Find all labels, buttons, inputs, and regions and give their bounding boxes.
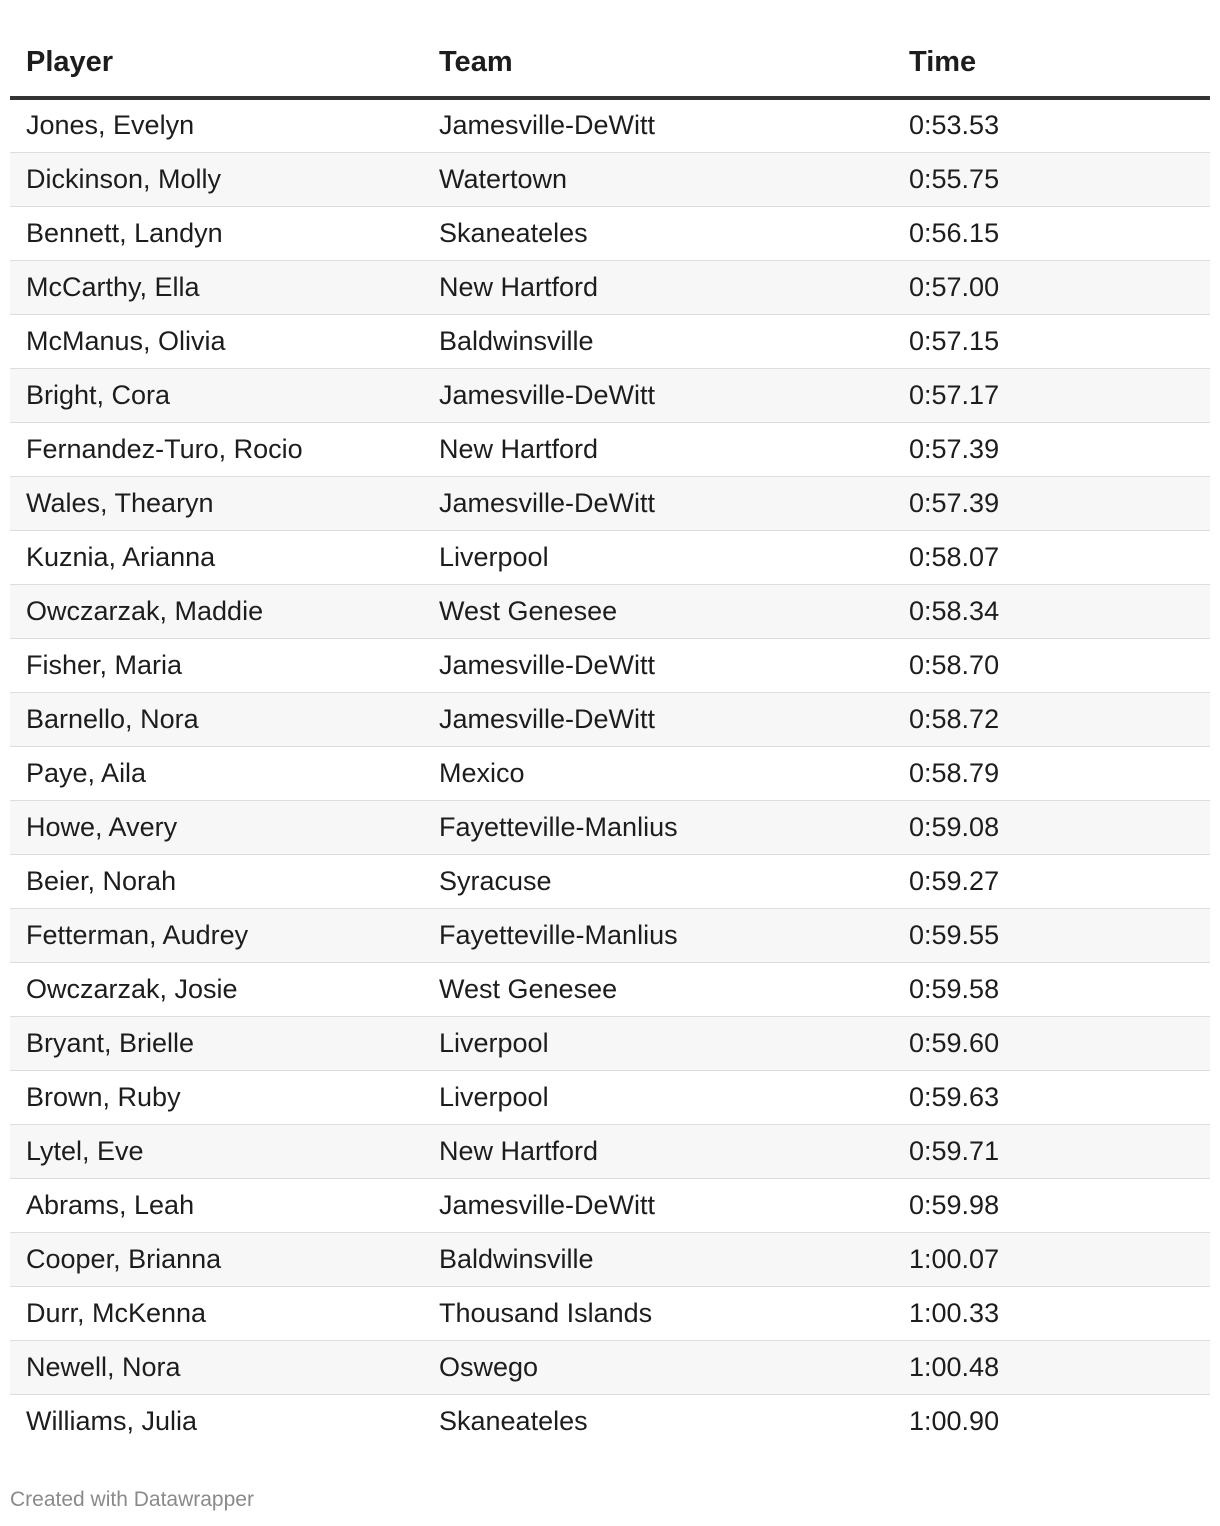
cell-team: Skaneateles — [439, 1405, 588, 1436]
cell-team: Jamesville-DeWitt — [423, 692, 893, 746]
cell-team: Fayetteville-Manlius — [423, 908, 893, 962]
table-row — [10, 476, 1210, 530]
table-row — [10, 422, 1210, 476]
cell-team: Liverpool — [423, 1070, 893, 1124]
cell-player: Kuznia, Arianna — [10, 530, 423, 584]
cell-team: Jamesville-DeWitt — [423, 368, 893, 422]
cell-time: 1:00.07 — [893, 1232, 1210, 1286]
cell-time: 0:59.58 — [893, 962, 1210, 1016]
table-row — [10, 1016, 1210, 1070]
cell-time: 0:57.39 — [893, 422, 1210, 476]
table-row — [10, 854, 1210, 908]
cell-team: Baldwinsville — [423, 314, 893, 368]
table-row — [10, 746, 1210, 800]
cell-time: 0:58.79 — [893, 746, 1210, 800]
cell-time: 0:59.63 — [893, 1070, 1210, 1124]
cell-player: Fisher, Maria — [10, 638, 423, 692]
cell-team: Jamesville-DeWitt — [423, 98, 893, 152]
cell-team: Oswego — [423, 1340, 893, 1394]
table-row — [10, 584, 1210, 638]
cell-team: West Genesee — [423, 584, 893, 638]
cell-player: Wales, Thearyn — [10, 476, 423, 530]
cell-team: New Hartford — [423, 1124, 893, 1178]
cell-time: 0:57.00 — [893, 260, 1210, 314]
cell-player: Paye, Aila — [10, 746, 423, 800]
cell-player: Jones, Evelyn — [10, 98, 423, 152]
table-row — [10, 800, 1210, 854]
cell-player: Beier, Norah — [10, 854, 423, 908]
table-row — [10, 1070, 1210, 1124]
cell-time: 0:59.55 — [893, 908, 1210, 962]
cell-team: Liverpool — [423, 1016, 893, 1070]
table-row — [10, 314, 1210, 368]
cell-time: 0:59.71 — [893, 1124, 1210, 1178]
cell-player: Fernandez-Turo, Rocio — [10, 422, 423, 476]
cell-team: Skaneateles — [423, 206, 893, 260]
table-row — [10, 1232, 1210, 1286]
cell-player: Fetterman, Audrey — [10, 908, 423, 962]
cell-time: 0:58.72 — [893, 692, 1210, 746]
cell-player: McCarthy, Ella — [10, 260, 423, 314]
cell-player: Durr, McKenna — [10, 1286, 423, 1340]
cell-team: Thousand Islands — [423, 1286, 893, 1340]
cell-team: Jamesville-DeWitt — [423, 1178, 893, 1232]
table-row — [10, 1286, 1210, 1340]
datawrapper-credit[interactable]: Created with Datawrapper — [10, 1488, 254, 1511]
cell-player: Owczarzak, Maddie — [10, 584, 423, 638]
table-row — [10, 98, 1210, 152]
cell-team: Watertown — [423, 152, 893, 206]
cell-time: 0:53.53 — [893, 98, 1210, 152]
table-row — [10, 368, 1210, 422]
cell-team: New Hartford — [423, 422, 893, 476]
table-row — [10, 908, 1210, 962]
cell-time: 0:57.15 — [893, 314, 1210, 368]
cell-time: 0:56.15 — [893, 206, 1210, 260]
cell-time: 0:59.27 — [893, 854, 1210, 908]
cell-player: Cooper, Brianna — [10, 1232, 423, 1286]
cell-player: Abrams, Leah — [10, 1178, 423, 1232]
table-row — [10, 152, 1210, 206]
table-row — [10, 1124, 1210, 1178]
cell-time: 0:58.70 — [893, 638, 1210, 692]
table-row — [10, 1178, 1210, 1232]
cell-player: Dickinson, Molly — [10, 152, 423, 206]
cell-time: 0:59.60 — [893, 1016, 1210, 1070]
table-row — [10, 206, 1210, 260]
results-table — [10, 28, 1210, 1448]
cell-player: Bennett, Landyn — [10, 206, 423, 260]
cell-team: Liverpool — [423, 530, 893, 584]
cell-time: 0:58.07 — [893, 530, 1210, 584]
table-row — [10, 530, 1210, 584]
cell-team: Jamesville-DeWitt — [423, 476, 893, 530]
cell-team: Baldwinsville — [423, 1232, 893, 1286]
cell-player: Lytel, Eve — [10, 1124, 423, 1178]
cell-team: Mexico — [423, 746, 893, 800]
cell-time: 1:00.33 — [893, 1286, 1210, 1340]
cell-time: 1:00.48 — [893, 1340, 1210, 1394]
cell-player: Owczarzak, Josie — [10, 962, 423, 1016]
table-row — [10, 1340, 1210, 1394]
cell-time: 0:57.39 — [893, 476, 1210, 530]
column-header-time[interactable]: Time — [893, 28, 1210, 98]
cell-time: 1:00.90 — [909, 1405, 1000, 1436]
cell-time: 0:55.75 — [893, 152, 1210, 206]
cell-team: Jamesville-DeWitt — [423, 638, 893, 692]
cell-time: 0:59.98 — [893, 1178, 1210, 1232]
table-row — [10, 962, 1210, 1016]
table-row — [10, 692, 1210, 746]
cell-time: 0:57.17 — [893, 368, 1210, 422]
cell-time: 0:59.08 — [893, 800, 1210, 854]
cell-player: Bright, Cora — [10, 368, 423, 422]
cell-player: Howe, Avery — [10, 800, 423, 854]
cell-team: Fayetteville-Manlius — [423, 800, 893, 854]
cell-player: Williams, Julia — [26, 1405, 198, 1436]
cell-time: 0:58.34 — [893, 584, 1210, 638]
column-header-player[interactable]: Player — [10, 28, 423, 98]
cell-player: Newell, Nora — [10, 1340, 423, 1394]
cell-player: Brown, Ruby — [10, 1070, 423, 1124]
table-body — [10, 98, 1210, 1448]
table-row — [10, 260, 1210, 314]
table-row — [10, 1394, 1210, 1448]
cell-player: Bryant, Brielle — [10, 1016, 423, 1070]
cell-player: Barnello, Nora — [10, 692, 423, 746]
cell-team: Syracuse — [423, 854, 893, 908]
column-header-team[interactable]: Team — [423, 28, 893, 98]
header-row — [10, 28, 1210, 98]
cell-team: West Genesee — [423, 962, 893, 1016]
cell-team: New Hartford — [423, 260, 893, 314]
table-row — [10, 638, 1210, 692]
cell-player: McManus, Olivia — [10, 314, 423, 368]
